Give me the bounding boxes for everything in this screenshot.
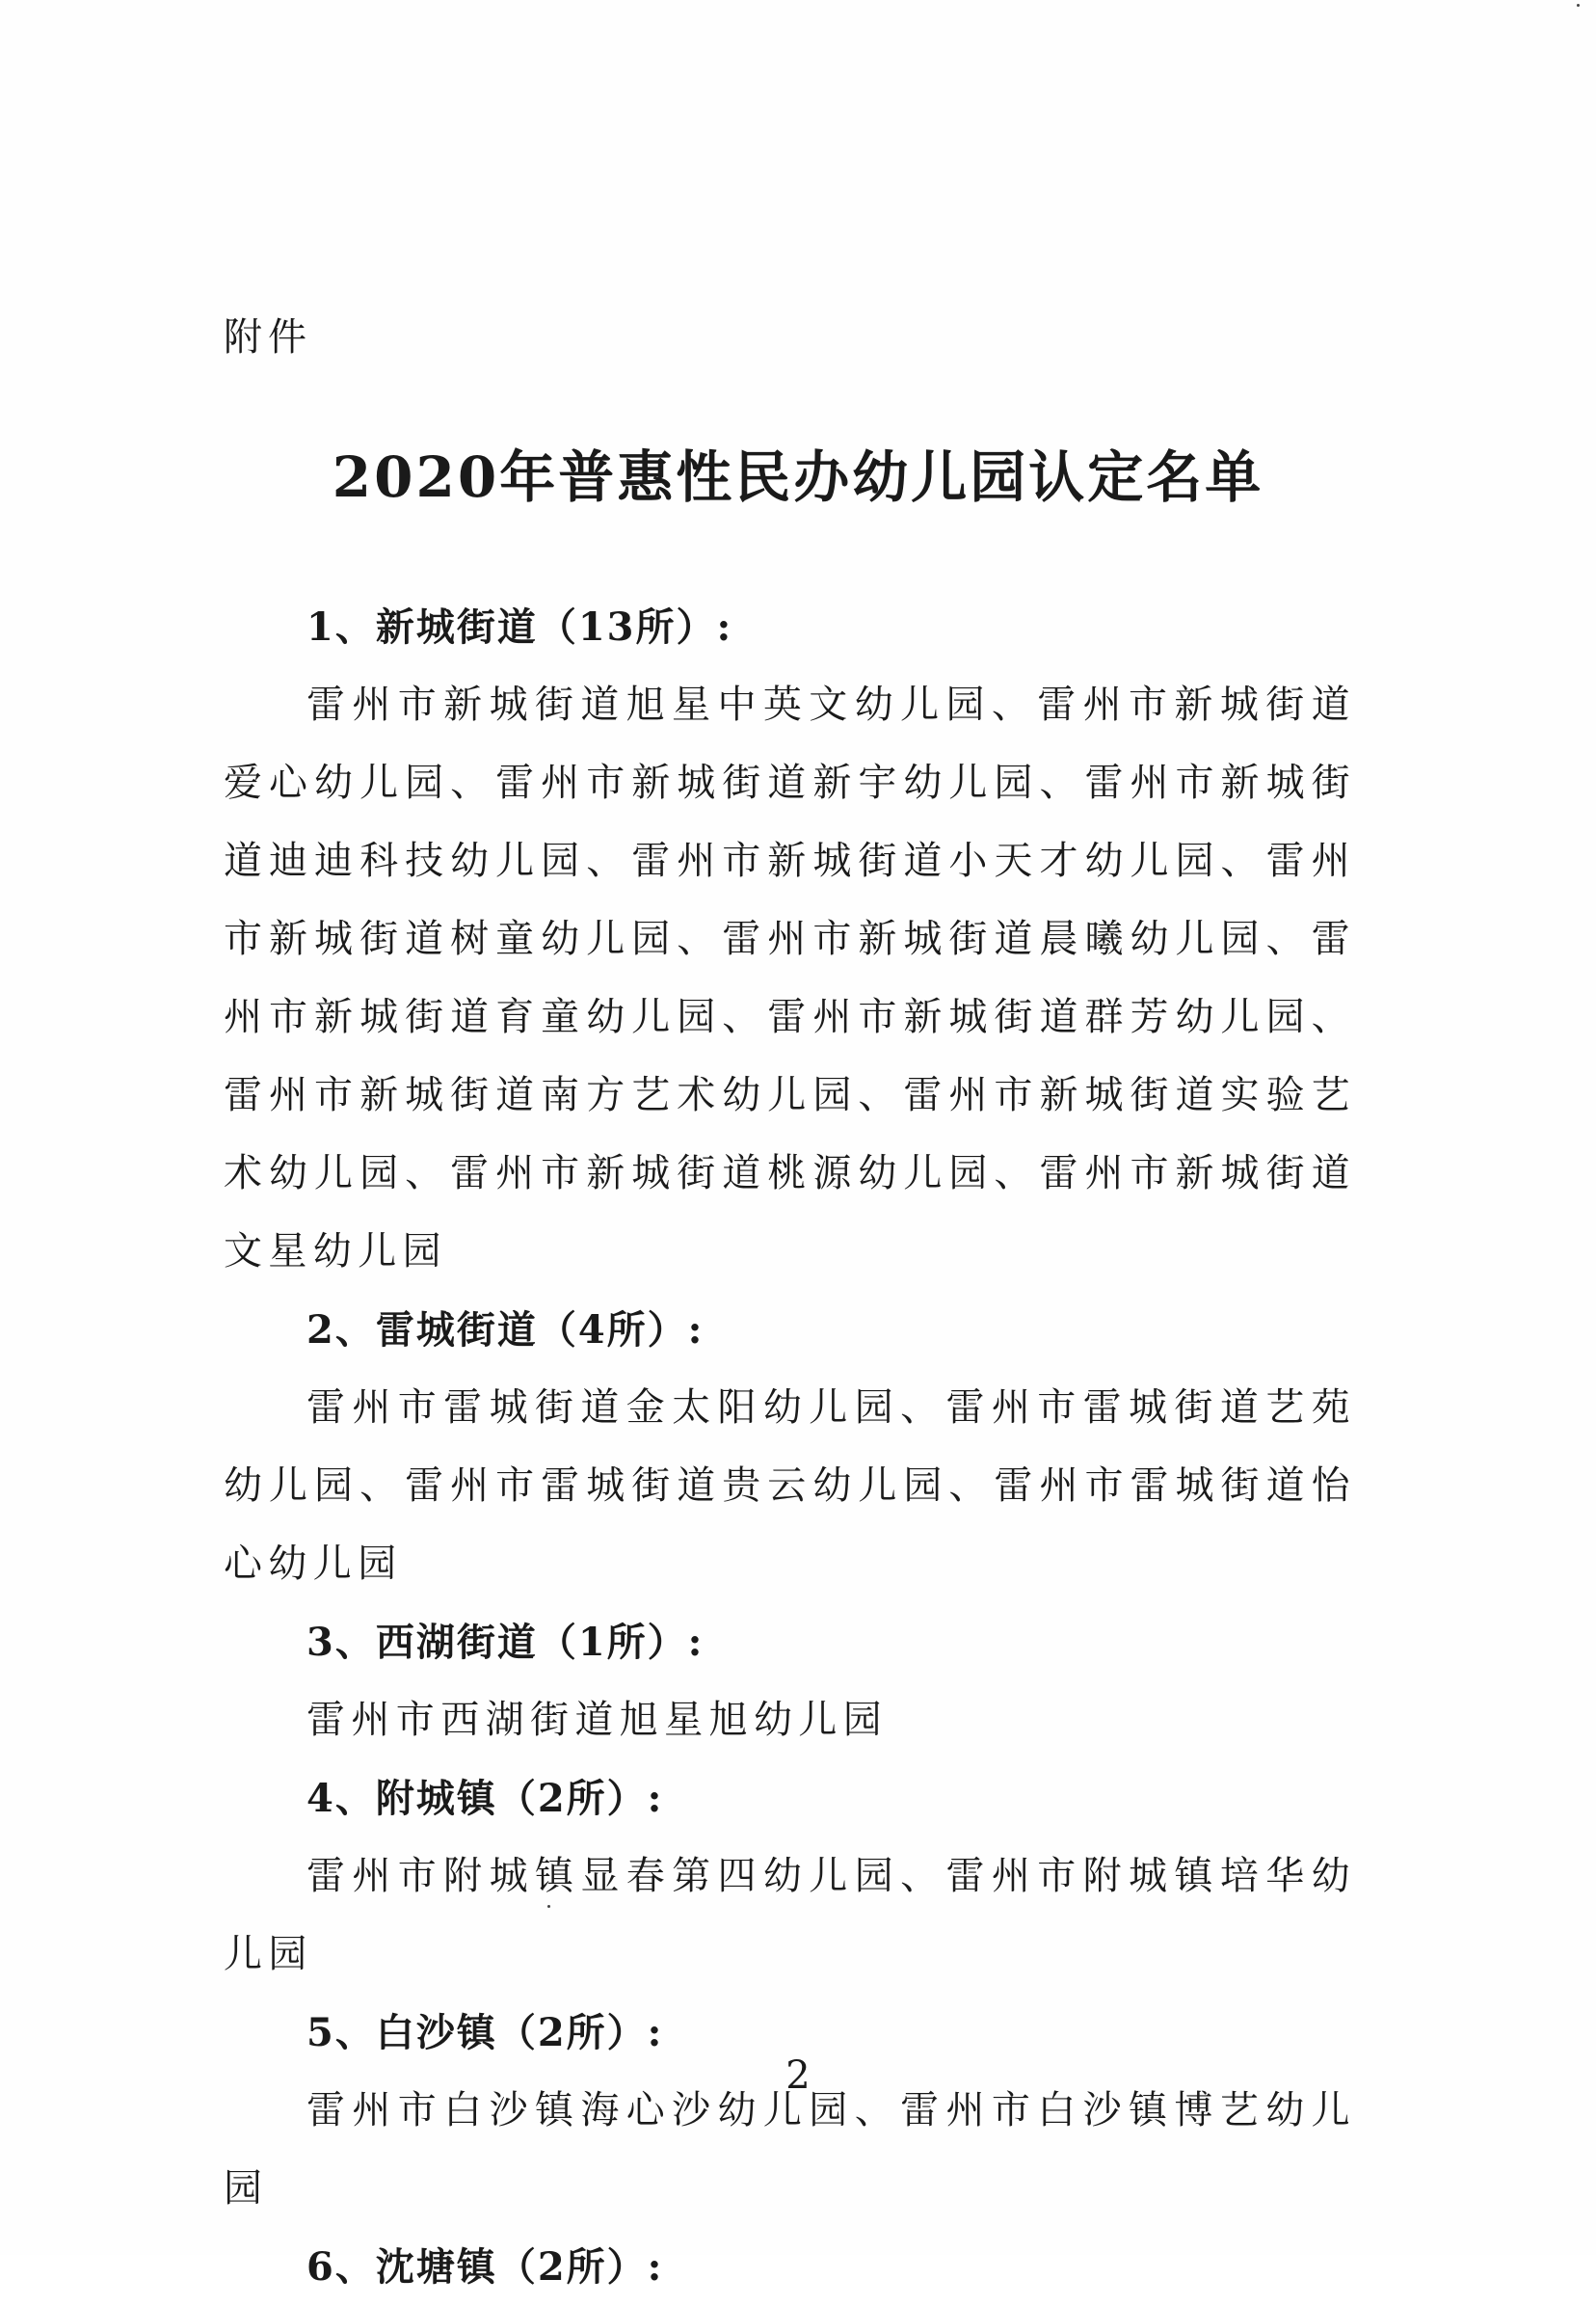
section-text: 雷州市附城镇显春第四幼儿园、雷州市附城镇培华幼儿园 xyxy=(224,1854,1356,1976)
section-text: 雷州市雷城街道金太阳幼儿园、雷州市雷城街道艺苑幼儿园、雷州市雷城街道贵云幼儿园、雷州市雷城街道怡心幼儿园 xyxy=(224,1385,1356,1586)
section-xihu xyxy=(224,1603,1356,1759)
scan-speck xyxy=(547,1905,550,1908)
section-shentang xyxy=(224,2228,1356,2306)
section-heading: 5、白沙镇（2所）: xyxy=(306,2010,664,2055)
section-fucheng xyxy=(224,1759,1356,1994)
section-baisha xyxy=(224,1994,1356,2228)
scan-speck xyxy=(1577,4,1580,7)
page-number: 2 xyxy=(785,2053,811,2098)
section-heading: 2、雷城街道（4所）: xyxy=(306,1307,705,1353)
attachment-label: 附件 xyxy=(224,315,312,360)
section-text: 雷州市西湖街道旭星旭幼儿园 xyxy=(306,1698,889,1742)
section-leicheng xyxy=(224,1291,1356,1603)
section-xincheng xyxy=(224,588,1356,1291)
document-title: 2020年普惠性民办幼儿园认定名单 xyxy=(332,444,1264,510)
section-heading: 4、附城镇（2所）: xyxy=(306,1776,664,1821)
section-heading: 6、沈塘镇（2所）: xyxy=(306,2244,664,2290)
section-heading: 3、西湖街道（1所）: xyxy=(306,1620,705,1665)
section-text: 雷州市新城街道旭星中英文幼儿园、雷州市新城街道爱心幼儿园、雷州市新城街道新宇幼儿园、雷州市新城街道迪迪科技幼儿园、雷州市新城街道小天才幼儿园、雷州市新城街道树童幼儿园、雷州市新城街道晨曦幼儿园、雷州市新城街道育童幼儿园、雷州市新城街道群芳幼儿园、雷州市新城街道南方艺术幼儿园、雷州市新城街道实验艺术幼儿园、雷州市新城街道桃源幼儿园、雷州市新城街道文星幼儿园 xyxy=(224,683,1356,1274)
section-text: 雷州市白沙镇海心沙幼儿园、雷州市白沙镇博艺幼儿园 xyxy=(224,2088,1356,2211)
section-heading: 1、新城街道（13所）: xyxy=(306,604,733,650)
document-body xyxy=(224,588,1356,2306)
